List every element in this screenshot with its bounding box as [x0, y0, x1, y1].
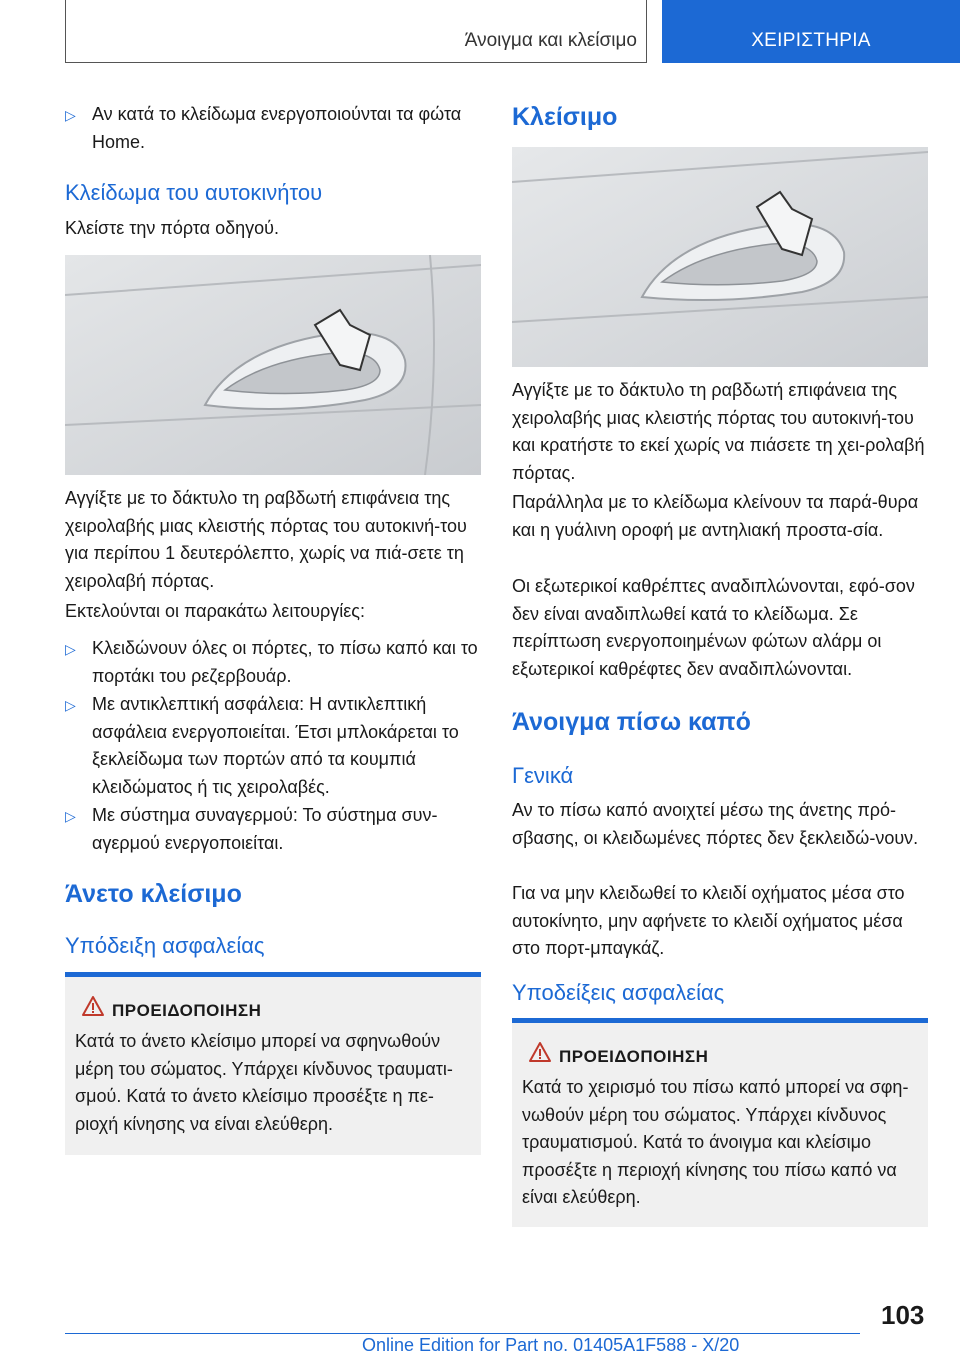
warning-box: [65, 972, 481, 1155]
header-section-title: Άνοιγμα και κλείσιμο: [464, 30, 637, 51]
warning-text: Κατά το άνετο κλείσιμο μπορεί να σφηνωθούν μέρη του σώματος. Υπάρχει κίνδυνος τραυματι-σμού. Κατά το άνετο κλείσιμο προσέξτε η πε-ριοχή κίνησης να είναι ελεύθερη.: [75, 1031, 453, 1134]
functions-intro: Εκτελούνται οι παρακάτω λειτουργίες:: [65, 601, 365, 621]
close-heading: Κλείσιμο: [512, 103, 618, 131]
function-bullet-1: Κλειδώνουν όλες οι πόρτες, το πίσω καπό και το πορτάκι του ρεζερβουάρ.: [92, 638, 478, 686]
header-chapter-title: ΧΕΙΡΙΣΤΗΡΙΑ: [751, 30, 871, 51]
key-warning-text: Για να μην κλειδωθεί το κλειδί οχήματος μέσα στο αυτοκίνητο, μην αφήνετε το κλειδί οχήματος μέσα στο πορτ-μπαγκάζ.: [512, 883, 905, 958]
tailgate-heading: Άνοιγμα πίσω καπό: [512, 708, 751, 736]
general-text: Αν το πίσω καπό ανοιχτεί μέσω της άνετης πρό-σβασης, οι κλειδωμένες πόρτες δεν ξεκλειδώ-νουν.: [512, 800, 919, 848]
intro-bullet-text: Αν κατά το κλείδωμα ενεργοποιούνται τα φώτα Home.: [92, 104, 462, 152]
edition-link[interactable]: Online Edition for Part no. 01405A1F588 - X/20: [362, 1335, 740, 1355]
warning-title: ΠΡΟΕΙΔΟΠΟΙΗΣΗ: [112, 1001, 262, 1020]
door-handle-illustration: [65, 255, 481, 475]
function-bullet-2: Με αντικλεπτική ασφάλεια: Η αντικλεπτική ασφάλεια ενεργοποιείται. Έτσι μπλοκάρεται το ξεκλείδωμα των πορτών από τα κουμπιά κλειδώματος ή τις χειρολαβές.: [92, 694, 459, 797]
safety-notes-heading: Υποδείξεις ασφαλείας: [512, 980, 725, 1005]
function-bullet-3: Με σύστημα συναγερμού: Το σύστημα συν-αγερμού ενεργοποιείται.: [92, 805, 438, 853]
header-chapter-tab: [662, 0, 960, 63]
lock-heading: Κλείδωμα του αυτοκινήτου: [65, 180, 323, 205]
warning-triangle-icon: [81, 995, 105, 1017]
close-touch-text: Αγγίξτε με το δάκτυλο τη ραβδωτή επιφάνεια της χειρολαβής μιας κλειστής πόρτας του αυτοκινή-του και κρατήστε το εκεί χωρίς να πιάσετε τη χει-ρολαβή πόρτας.: [512, 380, 925, 483]
page-number: 103: [881, 1300, 925, 1330]
windows-close-text: Παράλληλα με το κλείδωμα κλείνουν τα παρά-θυρα και η γυάλινη οροφή με αντηλιακή προστα-σία.: [512, 492, 919, 540]
lock-text: Κλείστε την πόρτα οδηγού.: [65, 218, 279, 238]
general-heading: Γενικά: [512, 763, 574, 788]
warning-triangle-icon: [528, 1041, 552, 1063]
mirrors-text: Οι εξωτερικοί καθρέπτες αναδιπλώνονται, εφό-σον δεν είναι αναδιπλωθεί κατά το κλείδωμα. Σε περίπτωση ενεργοποιημένων φώτων αλάρμ οι εξωτερικοί καθρέφτες δεν αναδιπλώνονται.: [512, 576, 915, 679]
comfort-close-heading: Άνετο κλείσιμο: [65, 880, 242, 908]
door-handle-photo: [65, 255, 481, 475]
touch-instruction-text: Αγγίξτε με το δάκτυλο τη ραβδωτή επιφάνεια της χειρολαβής μιας κλειστής πόρτας του αυτοκινή-του για περίπου 1 δευτερόλεπτο, χωρίς να πιά-σετε τη χειρολαβή πόρτας.: [65, 488, 467, 591]
door-handle-close-illustration: [512, 147, 928, 367]
warning-title: ΠΡΟΕΙΔΟΠΟΙΗΣΗ: [559, 1047, 709, 1066]
footer-rule: [65, 1333, 860, 1334]
bullet-triangle-icon: ▷: [65, 107, 76, 123]
bullet-triangle-icon: ▷: [65, 808, 76, 824]
door-handle-close-photo: [512, 147, 928, 367]
bullet-triangle-icon: ▷: [65, 697, 76, 713]
warning-text: Κατά το χειρισμό του πίσω καπό μπορεί να σφη-νωθούν μέρη του σώματος. Υπάρχει κίνδυνος τραυματισμού. Κατά το άνοιγμα και κλείσιμο προσέξτε η περιοχή κίνησης του πίσω καπό να είναι ελεύθερη.: [522, 1077, 909, 1207]
bullet-triangle-icon: ▷: [65, 641, 76, 657]
safety-note-heading: Υπόδειξη ασφαλείας: [65, 933, 265, 958]
warning-box: [512, 1018, 928, 1227]
